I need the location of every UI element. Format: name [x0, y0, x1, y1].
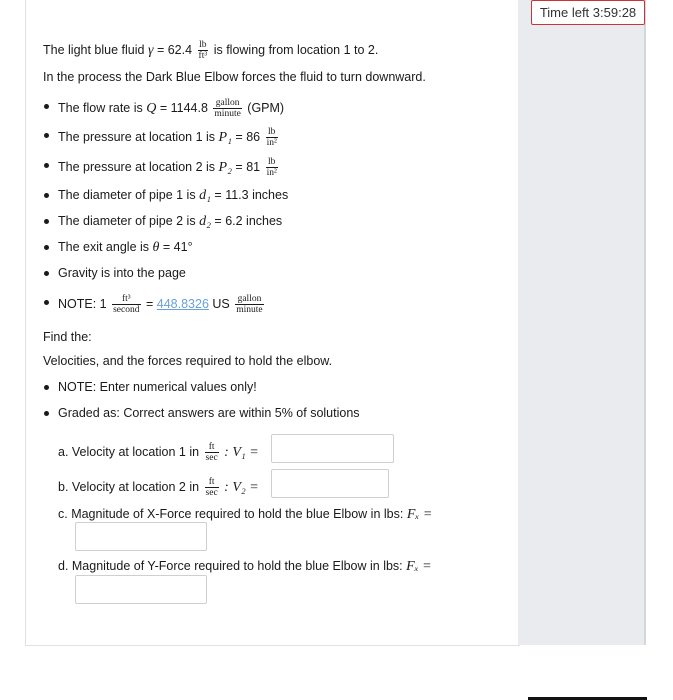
answer-d-label: d. Magnitude of Y-Force required to hold the blue Elbow in lbs: Fₓ = [58, 559, 432, 574]
fps-unit: $\frac{ft}{\sec}$ [205, 442, 218, 463]
bullet-dot [44, 133, 49, 138]
answer-c-label: c. Magnitude of X-Force required to hold the blue Elbow in lbs: Fₓ = [58, 507, 433, 522]
bullet-dot [44, 385, 49, 390]
time-left-badge: Time left 3:59:28 [531, 0, 645, 25]
bullet-gravity: Gravity is into the page [58, 266, 186, 280]
x-force-input[interactable] [75, 522, 207, 551]
bullet-exit-angle: The exit angle is θ = 41° [58, 240, 193, 255]
bullet-pressure-2: The pressure at location 2 is P₂ = 81 $\frac{lb}{\text{in²}}$ [58, 157, 277, 178]
theta-symbol: θ [152, 240, 160, 255]
gamma-unit: $\frac{lb}{\text{ft³}}$ [198, 40, 208, 61]
conversion-link[interactable]: 448.8326 [156, 296, 209, 311]
answer-a-label: a. Velocity at location 1 in $\frac{ft}{\sec}$ : V₁ = [58, 442, 259, 463]
gamma-symbol: γ [147, 42, 154, 58]
q-symbol: Q [146, 100, 157, 116]
d2-symbol: d₂ [199, 214, 211, 229]
bullet-dot [44, 300, 49, 305]
p2-symbol: P₂ [218, 159, 232, 175]
fx-symbol: Fₓ = [406, 507, 433, 522]
gpm-unit: $\frac{\text{gallon}}{\text{minute}}$ [236, 294, 263, 315]
bullet-diameter-2: The diameter of pipe 2 is d₂ = 6.2 inches [58, 214, 283, 229]
bullet-flow-rate: The flow rate is Q = 1144.8 $\frac{\text{gallon}}{\text{minute}}$ (GPM) [58, 98, 285, 119]
process-text: In the process the Dark Blue Elbow forces the fluid to turn downward. [43, 70, 426, 84]
fps-unit: $\frac{ft}{\sec}$ [205, 477, 218, 498]
bullet-diameter-1: The diameter of pipe 1 is d₁ = 11.3 inches [58, 188, 289, 203]
bullet-dot [44, 245, 49, 250]
gpm-unit: $\frac{\text{gallon}}{\text{minute}}$ [214, 98, 241, 119]
intro-line [43, 40, 378, 61]
y-force-input[interactable] [75, 575, 207, 604]
bullet-dot [44, 104, 49, 109]
note-numerical: NOTE: Enter numerical values only! [58, 380, 257, 394]
fy-symbol: Fₓ = [406, 559, 432, 574]
find-title: Find the: [43, 330, 92, 344]
gamma-value: = 62.4 [156, 42, 193, 57]
bullet-dot [44, 411, 49, 416]
bullet-dot [44, 219, 49, 224]
note-graded: Graded as: Correct answers are within 5% of solutions [58, 406, 360, 420]
d1-symbol: d₁ [199, 188, 211, 203]
intro-post: is flowing from location 1 to 2. [213, 42, 379, 57]
velocity-2-input[interactable] [271, 469, 389, 498]
bullet-note-conversion: NOTE: 1 $\frac{\text{ft³}}{\text{second}}$ = 448.8326 US $\frac{\text{gallon}}{\text{minute}}$ [58, 294, 263, 315]
v1-symbol: : V₁ = [224, 444, 259, 460]
bullet-dot [44, 193, 49, 198]
psi-unit: $\frac{lb}{\text{in²}}$ [266, 127, 277, 148]
v2-symbol: : V₂ = [224, 479, 259, 495]
find-desc: Velocities, and the forces required to hold the elbow. [43, 354, 333, 368]
bullet-pressure-1: The pressure at location 1 is P₁ = 86 $\frac{lb}{\text{in²}}$ [58, 127, 277, 148]
bullet-dot [44, 271, 49, 276]
cfs-unit: $\frac{\text{ft³}}{\text{second}}$ [113, 294, 140, 315]
psi-unit: $\frac{lb}{\text{in²}}$ [266, 157, 277, 178]
answer-b-label: b. Velocity at location 2 in $\frac{ft}{\sec}$ : V₂ = [58, 477, 259, 498]
velocity-1-input[interactable] [271, 434, 394, 463]
p1-symbol: P₁ [218, 129, 232, 145]
intro-pre: The light blue fluid [43, 42, 145, 57]
side-panel [518, 0, 646, 645]
bullet-dot [44, 163, 49, 168]
